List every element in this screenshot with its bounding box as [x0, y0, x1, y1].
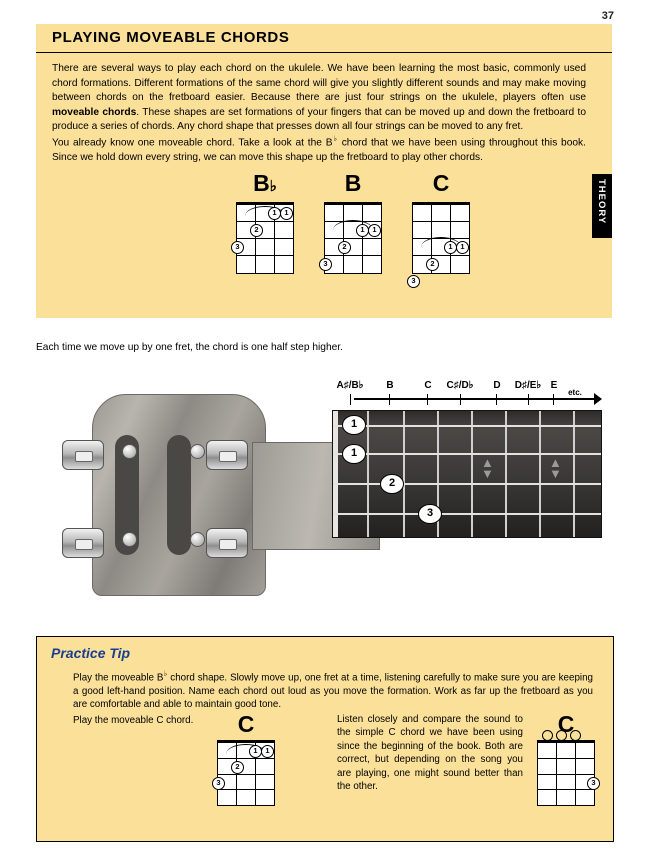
chord-dot: 3 [231, 241, 244, 254]
practice-tip-body-b: chord shape. Slowly move up, one fret at a time, listening carefully to make sure you are keeping a good left-hand position. Name each chord out loud as you move the formation. Work as far up the fretboard as you are comfortable and able to maintain good tone. [73, 672, 593, 711]
note-label: A♯/B♭ [336, 380, 364, 391]
fretboard-surface [332, 410, 602, 538]
paragraph-1-a: There are several ways to play each chord on the ukulele. We have been learning the most basic, commonly used chord formations. Different formations of the same chord will give you slightly different sounds and may make moving between chords on the fretboard easier. Because there are just four strings on the ukulele, players often use [52, 63, 586, 104]
chord-name [314, 172, 392, 198]
headstock-body [92, 394, 266, 596]
chord-name [402, 172, 480, 198]
open-string-circle [542, 730, 553, 741]
fretboard-photo [36, 368, 612, 618]
paragraph-2-b: chord that we have been using throughout this book. Since we hold down every string, we can move this shape up the fretboard to play other chords. [52, 137, 586, 163]
chord-diagram-b [314, 172, 392, 274]
chord-dot: 2 [250, 224, 263, 237]
paragraph-2 [52, 132, 586, 166]
note-label: B [386, 380, 394, 391]
chord-dot: 3 [587, 777, 600, 790]
panel-title-bar [36, 24, 612, 53]
page-title: PLAYING MOVEABLE CHORDS [52, 29, 290, 46]
chord-name: C [557, 711, 575, 737]
note-tick [496, 394, 497, 405]
chord-dot: 1 [280, 207, 293, 220]
tuner-button [190, 444, 205, 459]
headstock-image [56, 388, 346, 608]
note-label: D [493, 380, 501, 391]
moveable-chords-panel [36, 24, 612, 318]
flat-sign: ♭ [163, 669, 168, 678]
chord-dot: 1 [268, 207, 281, 220]
open-string-circle [570, 730, 581, 741]
chord-grid [537, 740, 595, 806]
fret-line [403, 411, 405, 537]
chord-name-letter: C [432, 170, 450, 196]
practice-tip-right-text: Listen closely and compare the sound to the simple C chord we have been using since the beginning of the book. Both are correct, but depending on the song you are playing, one might sound better than the other. [337, 714, 523, 793]
practice-tip-body-a: Play the moveable B [73, 672, 164, 684]
string [333, 483, 601, 485]
chord-dot: 1 [456, 241, 469, 254]
note-label: C [424, 380, 432, 391]
chord-grid [236, 202, 294, 274]
chord-grid [217, 740, 275, 806]
string [333, 425, 601, 427]
chord-name: C [237, 711, 255, 737]
note-tick [553, 394, 554, 405]
fret-line [367, 411, 369, 537]
tuner-button [122, 444, 137, 459]
page-number: 37 [601, 10, 614, 22]
chord-dot: 3 [319, 258, 332, 271]
note-label: E [550, 380, 558, 391]
theory-side-tab [592, 174, 612, 238]
chord-name [226, 172, 304, 198]
practice-tip-body [73, 667, 593, 711]
paragraph-2-a: You already know one moveable chord. Take a look at the B [52, 137, 333, 149]
tuner-button [122, 532, 137, 547]
chord-dot: 2 [426, 258, 439, 271]
tuner-peg [62, 528, 104, 558]
direction-arrow-head [594, 393, 602, 405]
chord-grid [411, 202, 470, 285]
note-tick [350, 394, 351, 405]
practice-tip-title: Practice Tip [51, 645, 131, 661]
chord-dot: 1 [356, 224, 369, 237]
chord-diagram-c-moveable [207, 713, 285, 806]
practice-tip-panel [36, 636, 614, 842]
chord-diagram-c-simple [527, 713, 605, 806]
finger-dot: 1 [342, 444, 366, 464]
tuner-peg [62, 440, 104, 470]
chord-name-letter: B [344, 170, 362, 196]
mid-caption: Each time we move up by one fret, the chord is one half step higher. [36, 342, 343, 353]
note-tick [427, 394, 428, 405]
chord-dot: 2 [231, 761, 244, 774]
finger-dot: 2 [380, 474, 404, 494]
tuner-peg [206, 440, 248, 470]
chord-diagram-bflat [226, 172, 304, 274]
theory-side-tab-label: THEORY [596, 179, 607, 225]
note-label: C♯/D♭ [446, 380, 474, 391]
paragraph-1-b: . These shapes are set formations of your fingers that can be moved up and down the fretboard to produce a series of chords. Any chord shape that presses down all four strings can be moved to any fret. [52, 106, 586, 133]
fret-marker: ▲ ▼ [549, 455, 562, 481]
chord-dot: 1 [444, 241, 457, 254]
nut [333, 411, 338, 537]
finger-dot: 3 [418, 504, 442, 524]
note-tick [528, 394, 529, 405]
etc-label: etc. [568, 388, 582, 397]
flat-sign: ♭ [332, 134, 338, 143]
chord-dot: 3 [407, 275, 420, 288]
tuner-peg [206, 528, 248, 558]
finger-dot: 1 [342, 415, 366, 435]
string [333, 513, 601, 515]
chord-grid [324, 202, 382, 274]
fret-marker: ▲ ▼ [481, 455, 494, 481]
open-string-circle [556, 730, 567, 741]
paragraph-1-bold: moveable chords [52, 106, 137, 118]
chord-dot: 1 [368, 224, 381, 237]
note-tick [460, 394, 461, 405]
fret-line [573, 411, 575, 537]
headstock-slot-right [167, 435, 191, 555]
chord-name-accidental: ♭ [269, 178, 277, 195]
tuner-button [190, 532, 205, 547]
chord-dot: 1 [249, 745, 262, 758]
practice-tip-subinstruction: Play the moveable C chord. [73, 715, 194, 726]
chord-dot: 1 [261, 745, 274, 758]
note-tick [389, 394, 390, 405]
open-strings-row [540, 730, 582, 741]
fret-line [471, 411, 473, 537]
chord-dot: 3 [212, 777, 225, 790]
paragraph-1 [52, 62, 586, 135]
note-label: D♯/E♭ [514, 380, 542, 391]
chord-name-letter: B [253, 170, 270, 196]
fret-line [539, 411, 541, 537]
fret-line [505, 411, 507, 537]
chord-dot: 2 [338, 241, 351, 254]
chord-diagram-c [402, 170, 480, 285]
